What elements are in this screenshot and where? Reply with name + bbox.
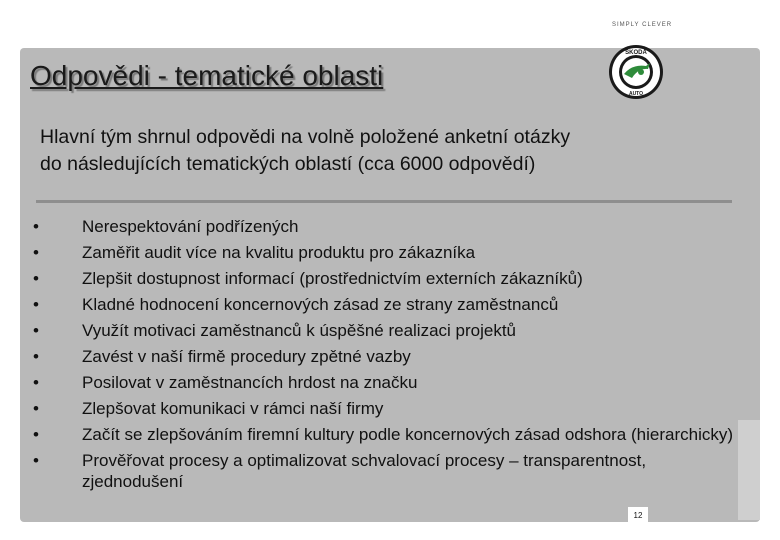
bullet-item [30,450,750,492]
bullet-icon: • [33,399,39,418]
slide-title: Odpovědi - tematické oblasti [30,60,384,91]
bullet-icon: • [33,425,39,444]
bullet-text: Začít se zlepšováním firemní kultury podle koncernových zásad odshora (hierarchicky) [82,425,734,444]
bullet-list [30,216,750,497]
bullet-text: Zlepšit dostupnost informací (prostřednictvím externích zákazníků) [82,269,583,288]
bullet-icon: • [33,295,39,314]
svg-text:ŠKODA: ŠKODA [625,50,647,56]
bullet-item [30,372,750,393]
page-number: 12 [628,507,648,525]
bullet-text: Zavést v naší firmě procedury zpětné vazby [82,347,411,366]
bullet-icon: • [33,243,39,262]
bullet-icon: • [33,217,39,236]
bullet-item [30,424,750,445]
bullet-item [30,346,750,367]
bullet-text: Zlepšovat komunikaci v rámci naší firmy [82,399,384,418]
bullet-icon: • [33,373,39,392]
bullet-item [30,320,750,341]
tagline: SIMPLY CLEVER [612,22,673,28]
bullet-item [30,268,750,289]
bullet-item [30,294,750,315]
bullet-text: Využít motivaci zaměstnanců k úspěšné realizaci projektů [82,321,517,340]
bullet-text: Nerespektování podřízených [82,217,299,236]
bullet-text: Posilovat v zaměstnancích hrdost na značku [82,373,418,392]
bullet-icon: • [33,451,39,470]
bullet-text: Prověřovat procesy a optimalizovat schvalovací procesy – transparentnost, zjednodušení [82,451,647,491]
bullet-icon: • [33,321,39,340]
bullet-text: Zaměřit audit více na kvalitu produktu pro zákazníka [82,243,476,262]
slide-subtitle [40,124,750,178]
bullet-icon: • [33,269,39,288]
subtitle-line-1: Hlavní tým shrnul odpovědi na volně položené anketní otázky [40,126,571,148]
svg-text:AUTO: AUTO [628,91,644,97]
bullet-item [30,216,750,237]
subtitle-line-2: do následujících tematických oblastí (cca 6000 odpovědí) [40,153,536,175]
bullet-item [30,242,750,263]
divider [36,200,732,203]
skoda-logo-icon [608,44,664,100]
bullet-icon: • [33,347,39,366]
bullet-item [30,398,750,419]
bullet-text: Kladné hodnocení koncernových zásad ze strany zaměstnanců [82,295,559,314]
